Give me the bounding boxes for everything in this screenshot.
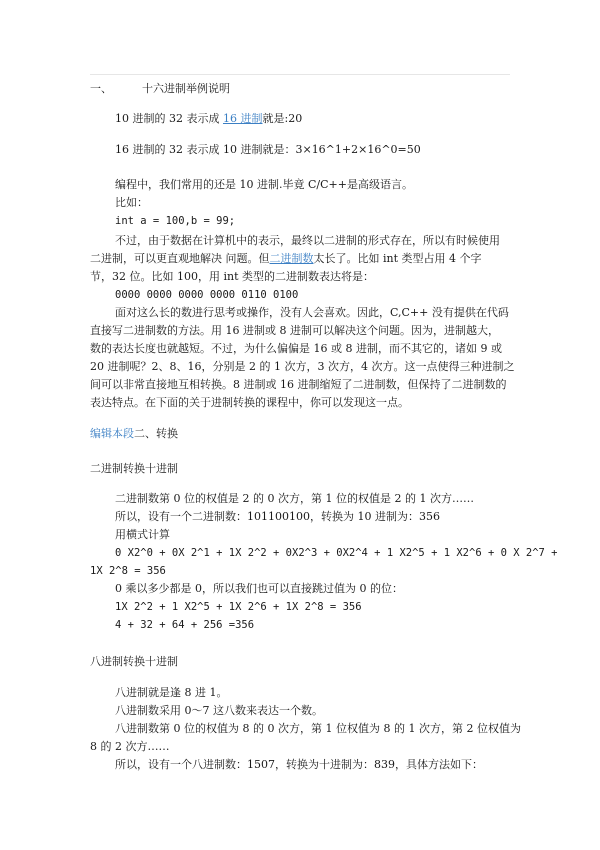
paragraph-line: 面对这么长的数进行思考或操作，没有人会喜欢。因此，C,C++ 没有提供在代码 bbox=[115, 306, 509, 319]
paragraph-line: 10 进制的 32 表示成 16 进制就是:20 bbox=[115, 112, 303, 125]
paragraph-line: 数的表达长度也就越短。不过，为什么偏偏是 16 或 8 进制，而不其它的，诸如 9 或 bbox=[90, 342, 502, 355]
paragraph-line: 所以，设有一个八进制数：1507，转换为十进制为：839，具体方法如下： bbox=[115, 758, 483, 771]
section-number: 一、 bbox=[90, 82, 112, 95]
hex-link[interactable]: 16 进制 bbox=[222, 112, 263, 125]
paragraph-line: 八进制数第 0 位的权值为 8 的 0 次方，第 1 位权值为 8 的 1 次方，第 2 位权值为 bbox=[115, 722, 521, 735]
paragraph-line: 用横式计算 bbox=[115, 528, 170, 541]
code-line: int a = 100,b = 99; bbox=[115, 215, 236, 227]
paragraph-line: 八进制数采用 0～7 这八数来表达一个数。 bbox=[115, 704, 323, 717]
paragraph-line: 间可以非常直接地互相转换。8 进制或 16 进制缩短了二进制数，但保持了二进制数的 bbox=[90, 378, 507, 391]
edit-section-link[interactable]: 编辑本段 bbox=[90, 427, 134, 440]
paragraph-line: 20 进制呢？2、8、16，分别是 2 的 1 次方，3 次方，4 次方。这一点使得三种进制之 bbox=[90, 360, 515, 373]
subsection-title: 二进制转换十进制 bbox=[90, 462, 178, 475]
paragraph-line: 八进制就是逢 8 进 1。 bbox=[115, 686, 228, 699]
binary-value: 0000 0000 0000 0000 0110 0100 bbox=[115, 289, 299, 301]
binary-number-link[interactable]: 二进制数 bbox=[269, 252, 314, 265]
paragraph-line: 所以，设有一个二进制数：101100100，转换为 10 进制为：356 bbox=[115, 510, 440, 523]
formula-line: 1X 2^2 + 1 X2^5 + 1X 2^6 + 1X 2^8 = 356 bbox=[115, 601, 362, 613]
section-title: 十六进制举例说明 bbox=[142, 82, 230, 95]
paragraph-line: 16 进制的 32 表示成 10 进制就是：3×16^1+2×16^0=50 bbox=[115, 143, 421, 156]
paragraph-line: 直接写二进制数的方法。用 16 进制或 8 进制可以解决这个问题。因为，进制越大， bbox=[90, 324, 499, 337]
paragraph-line: 节，32 位。比如 100，用 int 类型的二进制数表达将是： bbox=[90, 270, 375, 283]
section-title: 二、转换 bbox=[134, 427, 178, 440]
paragraph-line: 编程中，我们常用的还是 10 进制.毕竟 C/C++是高级语言。 bbox=[115, 178, 413, 191]
paragraph-line: 比如： bbox=[115, 196, 148, 209]
paragraph-line: 不过，由于数据在计算机中的表示，最终以二进制的形式存在，所以有时候使用 bbox=[115, 234, 500, 247]
divider bbox=[90, 74, 510, 75]
formula-line: 4 + 32 + 64 + 256 =356 bbox=[115, 619, 255, 631]
paragraph-line: 0 乘以多少都是 0，所以我们也可以直接跳过值为 0 的位： bbox=[115, 582, 403, 595]
paragraph-line: 二进制数第 0 位的权值是 2 的 0 次方，第 1 位的权值是 2 的 1 次方…… bbox=[115, 492, 474, 505]
formula-line: 0 X2^0 + 0X 2^1 + 1X 2^2 + 0X2^3 + 0X2^4 + 1 X2^5 + 1 X2^6 + 0 X 2^7 + bbox=[115, 547, 558, 559]
paragraph-line: 二进制，可以更直观地解决 问题。但二进制数太长了。比如 int 类型占用 4 个字 bbox=[90, 252, 482, 265]
paragraph-line: 表达特点。在下面的关于进制转换的课程中，你可以发现这一点。 bbox=[90, 396, 409, 409]
section-heading bbox=[90, 82, 230, 96]
section-heading bbox=[90, 427, 178, 441]
subsection-title: 八进制转换十进制 bbox=[90, 655, 178, 668]
paragraph-line: 8 的 2 次方…… bbox=[90, 740, 170, 753]
formula-line: 1X 2^8 = 356 bbox=[90, 565, 166, 577]
